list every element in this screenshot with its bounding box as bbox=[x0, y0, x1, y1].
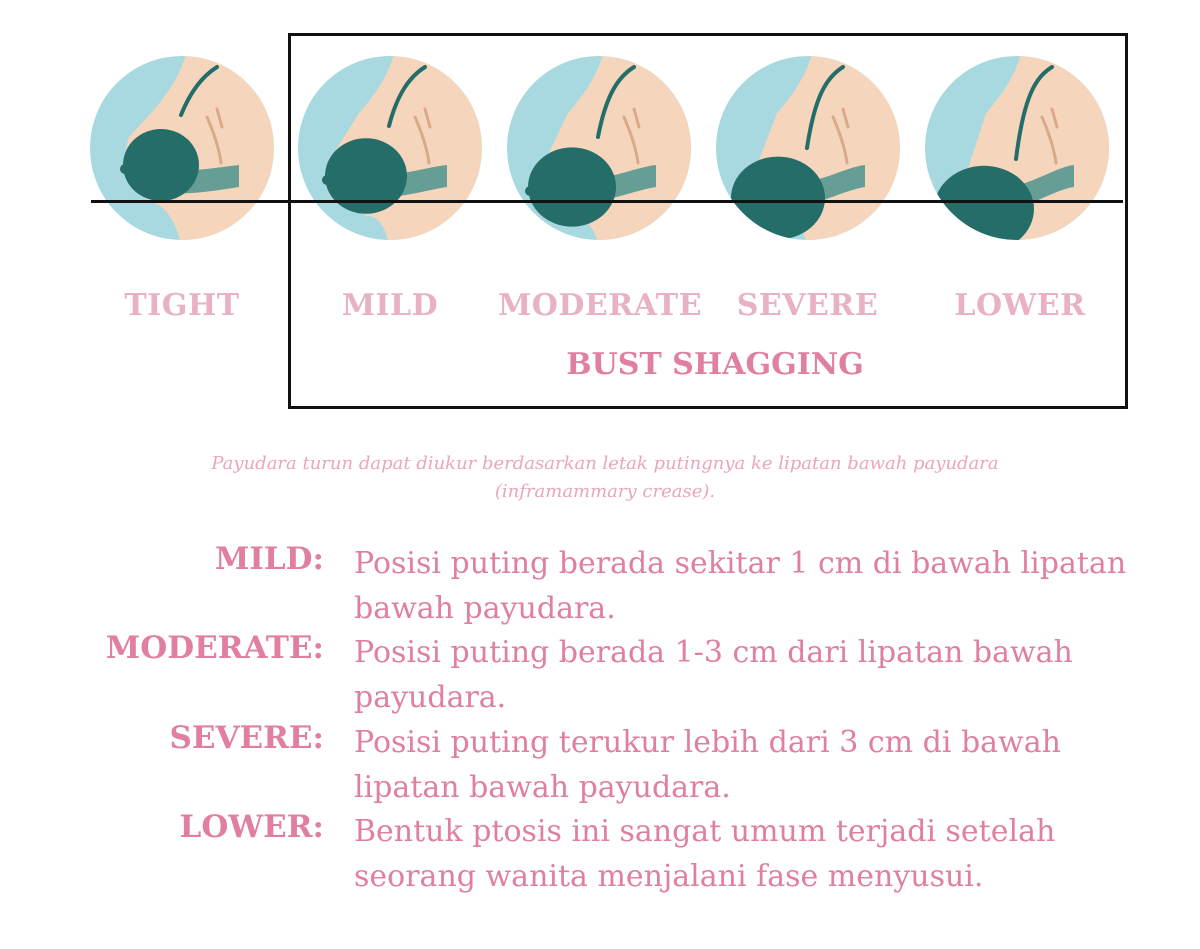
definition-text: Bentuk ptosis ini sangat umum terjadi setelah seorang wanita menjalani fase menyusui. bbox=[354, 814, 1056, 894]
inframammary-reference-line bbox=[91, 200, 1123, 203]
definition-term: MILD: bbox=[215, 541, 324, 577]
definition-text: Posisi puting terukur lebih dari 3 cm di bawah lipatan bawah payudara. bbox=[354, 725, 1061, 805]
label-lower: LOWER bbox=[954, 288, 1086, 323]
definition-term: MODERATE: bbox=[105, 630, 324, 666]
definition-term: LOWER: bbox=[179, 809, 324, 845]
label-tight: TIGHT bbox=[124, 288, 240, 323]
definition-text: Posisi puting berada 1-3 cm dari lipatan bawah payudara. bbox=[354, 635, 1073, 715]
illustration-tight bbox=[89, 55, 275, 241]
bra-cup bbox=[123, 129, 199, 201]
label-moderate: MODERATE bbox=[498, 288, 702, 323]
group-label-bust-shagging: BUST SHAGGING bbox=[566, 347, 864, 382]
definition-term: SEVERE: bbox=[169, 720, 324, 756]
caption: Payudara turun dapat diukur berdasarkan letak putingnya ke lipatan bawah payudara (inframammary crease). bbox=[211, 453, 999, 502]
label-severe: SEVERE bbox=[736, 288, 879, 323]
label-mild: MILD bbox=[341, 288, 439, 323]
nipple-point bbox=[120, 164, 130, 174]
definition-text: Posisi puting berada sekitar 1 cm di bawah lipatan bawah payudara. bbox=[354, 546, 1127, 626]
